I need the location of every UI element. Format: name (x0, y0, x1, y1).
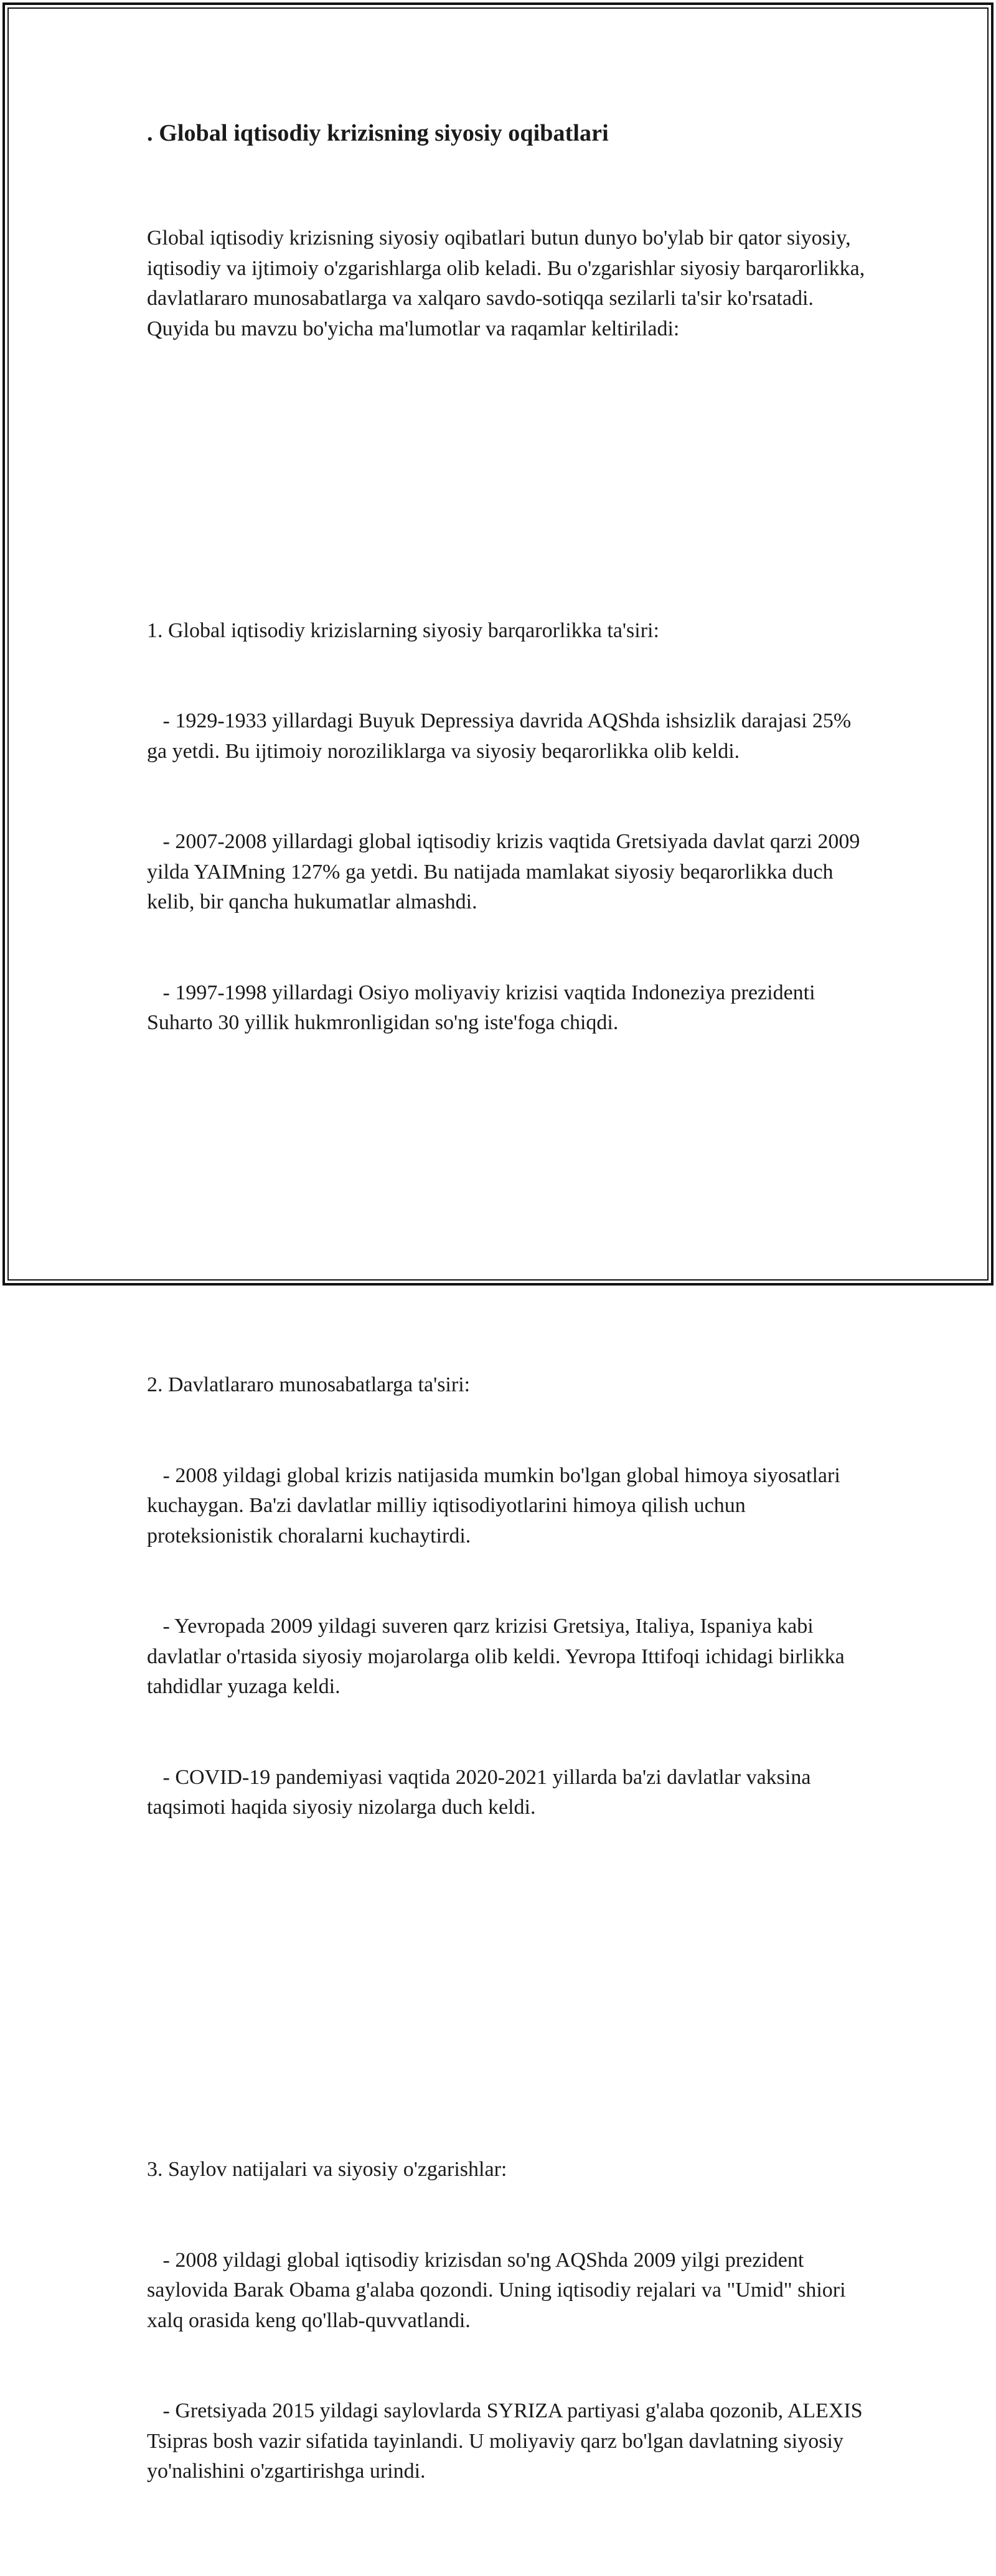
section-gap (147, 435, 869, 465)
section-heading: 1. Global iqtisodiy krizislarning siyosiy barqarorlikka ta'siri: (147, 618, 659, 642)
section-gap (147, 1974, 869, 2004)
intro-paragraph: Global iqtisodiy krizisning siyosiy oqibatlari butun dunyo bo'ylab bir qator siyosiy, iqtisodiy va ijtimoiy o'zgarishlarga olib keladi. Bu o'zgarishlar siyosiy barqarorlikka, davlatlararo munosabatlarga va xalqaro savdo-sotiqqa sezilarli ta'sir ko'rsatadi. Quyida bu mavzu bo'yicha ma'lumotlar va raqamlar keltiriladi: (147, 226, 870, 340)
document-content (147, 116, 869, 2576)
list-item: - 1997-1998 yillardagi Osiyo moliyaviy krizisi vaqtida Indoneziya prezidenti Suharto 30 yillik hukmronligidan so'ng iste'foga chiqdi. (147, 981, 821, 1034)
list-item: - 2008 yildagi global iqtisodiy krizisdan so'ng AQShda 2009 yilgi prezident saylovida Barak Obama g'alaba qozondi. Uning iqtisodiy rejalari va "Umid" shiori xalq orasida keng qo'llab-quvvatlandi. (147, 2248, 852, 2332)
document-body (147, 163, 869, 2576)
section-gap (147, 1189, 869, 1220)
list-item: - COVID-19 pandemiyasi vaqtida 2020-2021 yillarda ba'zi davlatlar vaksina taqsimoti haqida siyosiy nizolarga duch keldi. (147, 1765, 816, 1819)
section-heading: 2. Davlatlararo munosabatlarga ta'siri: (147, 1373, 471, 1396)
section-political-stability (147, 556, 869, 1099)
section-heading: 3. Saylov natijalari va siyosiy o'zgarishlar: (147, 2158, 507, 2181)
list-item: - 2007-2008 yillardagi global iqtisodiy krizis vaqtida Gretsiyada davlat qarzi 2009 yilda YAIMning 127% ga yetdi. Bu natijada mamlakat siyosiy beqarorlikka duch kelib, bir qancha hukumatlar almashdi. (147, 830, 865, 913)
document-title: . Global iqtisodiy krizisning siyosiy oqibatlari (147, 120, 609, 146)
list-item: - Yevropada 2009 yildagi suveren qarz krizisi Gretsiya, Italiya, Ispaniya kabi davlatlar o'rtasida siyosiy mojarolarga olib keldi. Yevropa Ittifoqi ichidagi birlikka tahdidlar yuzaga keldi. (147, 1615, 850, 1698)
list-item: - 1929-1933 yillardagi Buyuk Depressiya davrida AQShda ishsizlik darajasi 25% ga yetdi. Bu ijtimoiy noroziliklarga va siyosiy beqarorlikka olib keldi. (147, 709, 857, 763)
list-item: - 2008 yildagi global krizis natijasida mumkin bo'lgan global himoya siyosatlari kuchaygan. Ba'zi davlatlar milliy iqtisodiyotlarini himoya qilish uchun proteksionistik choralarni kuchaytirdi. (147, 1463, 846, 1547)
list-item: - Gretsiyada 2015 yildagi saylovlarda SYRIZA partiyasi g'alaba qozonib, ALEXIS Tsipras bosh vazir sifatida tayinlandi. U moliyaviy qarz bo'lgan davlatning siyosiy yo'nalishini o'zgartirishga urindi. (147, 2399, 868, 2483)
section-interstate-relations (147, 1310, 869, 1883)
section-elections (147, 2094, 869, 2547)
